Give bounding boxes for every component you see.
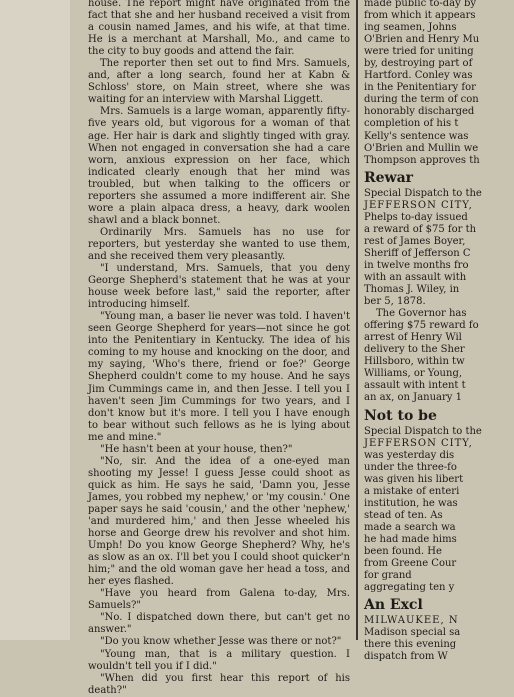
- column-text-line: Hillsboro, within tw: [364, 356, 465, 368]
- column-text-line: were tried for uniting: [364, 46, 474, 58]
- column-text-line: there this evening: [364, 639, 457, 651]
- column-text-line: during the term of con: [364, 94, 479, 106]
- column-text-line: Sheriff of Jefferson C: [364, 247, 471, 259]
- article-paragraph: "I understand, Mrs. Samuels, that you deny George Shepherd's statement that he was at your house week before last," said the reporter, after introducing himself.: [88, 263, 350, 311]
- article-paragraph: "He hasn't been at your house, then?": [100, 443, 293, 455]
- section-heading: Rewar: [364, 169, 414, 186]
- column-text-line: O'Brien and Mullin we: [364, 142, 479, 154]
- article-paragraph: "No. I dispatched down there, but can't get no answer.": [88, 612, 350, 636]
- dateline: JEFFERSON CITY,: [364, 199, 473, 211]
- column-text-line: The Governor has: [376, 308, 467, 320]
- column-text-line: offering $75 reward fo: [364, 320, 479, 332]
- column-text-line: dispatch from W: [364, 651, 448, 663]
- main-article-column: [88, 0, 350, 696]
- column-text-line: was given his libert: [364, 473, 464, 485]
- column-text-line: aggregating ten y: [364, 582, 455, 594]
- column-text-line: Hartford. Conley was: [364, 70, 473, 82]
- column-text-line: made public to-day by: [364, 0, 477, 9]
- section-heading: Not to be: [364, 407, 437, 424]
- column-text-line: Madison special sa: [364, 627, 461, 639]
- column-text-line: from Greene Cour: [364, 558, 457, 570]
- column-text-line: completion of his t: [364, 118, 459, 130]
- article-paragraph: "Young man, a baser lie never was told. I haven't seen George Shepherd for years—not since he got into the Penitentiary in Kentucky. The idea of his coming to my house and knocking on the door, and my saying, 'Who's there, friend or foe?' George Shepherd couldn't come to my house. And he says Jim Cummings came in, and then Jesse. I tell you I haven't seen Jim Cummings for two years, and I don't know but it's more. I tell you I have enough to bear without such fellows as he is lying about me and mine.": [88, 311, 350, 443]
- column-text-line: Special Dispatch to the: [364, 187, 482, 199]
- section-heading: An Excl: [364, 597, 423, 614]
- column-text-line: assault with intent t: [364, 380, 466, 392]
- article-paragraph: "When did you first hear this report of his death?": [88, 672, 350, 696]
- page-margin: [0, 0, 70, 640]
- column-text-line: ber 5, 1878.: [364, 296, 426, 308]
- column-text-line: been found. He: [364, 545, 442, 557]
- column-text-line: Williams, or Young,: [364, 368, 463, 380]
- column-text-line: made a search wa: [364, 521, 456, 533]
- article-paragraph: house. The report might have originated from the fact that she and her husband received a visit from a cousin named James, and his wife, at that time. He is a merchant at Marshall, Mo., and came to the city to buy goods and attend the fair.: [88, 0, 350, 58]
- column-text-line: Thomas J. Wiley, in: [364, 284, 460, 296]
- column-text-line: an ax, on January 1: [364, 392, 462, 404]
- column-text-line: institution, he was: [364, 497, 458, 509]
- column-text-line: a reward of $75 for th: [364, 223, 477, 235]
- column-text-line: Phelps to-day issued: [364, 211, 468, 223]
- column-text-line: honorably discharged: [364, 106, 475, 118]
- column-text-line: from which it appears: [364, 10, 476, 22]
- article-paragraph: "Have you heard from Galena to-day, Mrs. Samuels?": [88, 588, 350, 612]
- dateline: JEFFERSON CITY,: [364, 437, 473, 449]
- column-text-line: with an assault with: [364, 271, 467, 283]
- article-paragraph: "Young man, that is a military question. I wouldn't tell you if I did.": [88, 648, 350, 672]
- column-text-line: ing seamen, Johns: [364, 22, 457, 34]
- column-text-line: Special Dispatch to the: [364, 425, 482, 437]
- column-rule: [356, 0, 358, 640]
- column-text-line: a mistake of enteri: [364, 485, 460, 497]
- column-text-line: Kelly's sentence was: [364, 130, 469, 142]
- article-paragraph: Mrs. Samuels is a large woman, apparently fifty-five years old, but vigorous for a woman of that age. Her hair is dark and slightly tinged with gray. When not engaged in conversation she had a care worn, anxious expression on her face, which indicated clearly enough that her mind was troubled, but when talking to the officers or reporters she assumed a more indifferent air. She wore a plain alpaca dress, a heavy, dark woolen shawl and a black bonnet.: [88, 106, 350, 226]
- article-paragraph: Ordinarily Mrs. Samuels has no use for reporters, but yesterday she wanted to use them, and she received them very pleasantly.: [88, 226, 350, 262]
- column-text-line: in the Penitentiary for: [364, 82, 476, 94]
- column-text-line: arrest of Henry Wil: [364, 332, 462, 344]
- article-paragraph: The reporter then set out to find Mrs. Samuels, and, after a long search, found her at Kabn & Schloss' store, on Main street, where she was waiting for an interview with Marshal Liggett.: [88, 58, 350, 106]
- column-text-line: was yesterday dis: [364, 449, 455, 461]
- column-text-line: rest of James Boyer,: [364, 235, 466, 247]
- column-text-line: stead of ten. As: [364, 509, 443, 521]
- right-news-column: [364, 0, 514, 663]
- column-text-line: under the three-fo: [364, 461, 457, 473]
- column-text-line: Thompson approves th: [364, 154, 480, 166]
- dateline: MILWAUKEE, N: [364, 615, 459, 627]
- column-text-line: in twelve months fro: [364, 259, 469, 271]
- column-text-line: delivery to the Sher: [364, 344, 465, 356]
- column-text-line: he had made hims: [364, 533, 457, 545]
- column-text-line: for grand: [364, 570, 412, 582]
- article-paragraph: "No, sir. And the idea of a one-eyed man shooting my Jesse! I guess Jesse could shoot as quick as him. He says he said, 'Damn you, Jesse James, you robbed my nephew,' or 'my cousin.' One paper says he said 'cousin,' and the other 'nephew,' 'and murdered him,' and then Jesse wheeled his horse and George drew his revolver and shot him. Umph! Do you know George Shepherd? Why, he's as slow as an ox. I'll bet you I could shoot quicker'n him;" and the old woman gave her head a toss, and her eyes flashed.: [88, 455, 350, 588]
- column-text-line: by, destroying part of: [364, 58, 473, 70]
- article-paragraph: "Do you know whether Jesse was there or not?": [100, 636, 342, 648]
- column-text-line: O'Brien and Henry Mu: [364, 34, 480, 46]
